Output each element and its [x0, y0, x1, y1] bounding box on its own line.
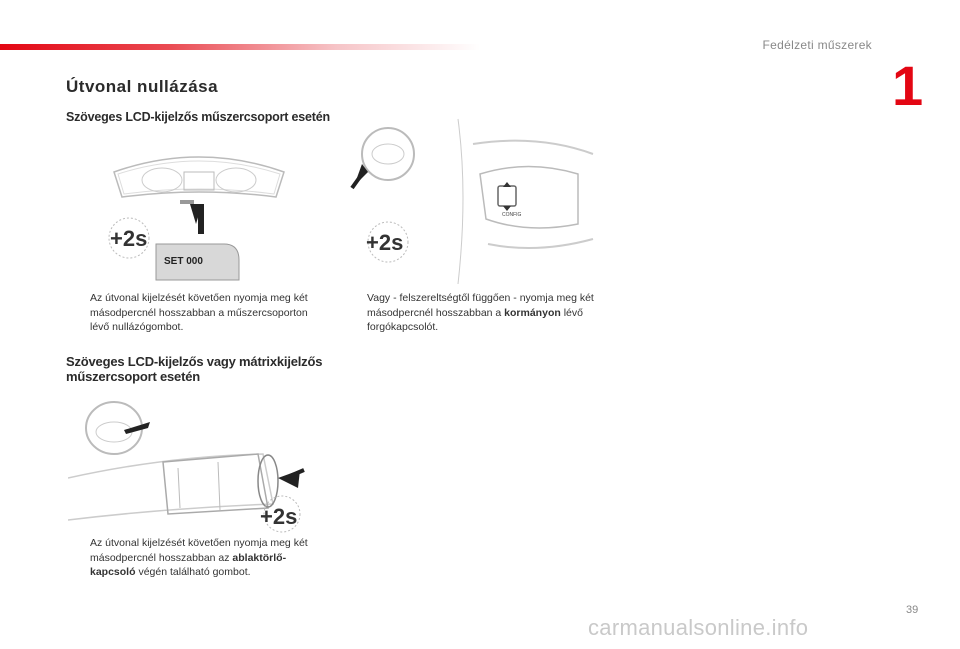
hold-duration-label: +2s — [366, 230, 404, 255]
section1-item2 — [343, 291, 603, 335]
section2-item1-text-before: Az útvonal kijelzését követően nyomja meg két másodpercnél hosszabban az — [90, 537, 308, 564]
page-title: Útvonal nullázása — [66, 77, 219, 96]
section1-item1 — [66, 291, 326, 335]
instrument-cluster-illustration — [104, 142, 294, 284]
watermark: carmanualsonline.info — [588, 615, 809, 640]
section2-item1-bold: ablaktörlő-kapcsoló — [90, 551, 287, 578]
section2-item1 — [66, 536, 326, 580]
wiper-stalk-illustration — [68, 396, 308, 534]
section1-item1-text: Az útvonal kijelzését követően nyomja meg két másodpercnél hosszabban a műszercsoporton lévő nullázógombot. — [90, 292, 308, 333]
section1-item2-text-before: Vagy - felszereltségtől függően - nyomja meg két másodpercnél hosszabban a — [367, 292, 594, 319]
page-number: 39 — [906, 604, 919, 616]
hold-duration-label: +2s — [260, 504, 298, 529]
section1-item2-text-after: lévő forgókapcsolót. — [367, 306, 583, 333]
hold-duration-label: +2s — [110, 226, 148, 251]
chapter-title: Fedélzeti műszerek — [762, 38, 872, 52]
section1-item2-bold: kormányon — [504, 306, 561, 319]
set-button-label: SET 000 — [164, 256, 203, 267]
section2-heading: Szöveges LCD-kijelzős vagy mátrixkijelzős műszercsoport esetén — [66, 354, 323, 384]
section2-item1-text-after: végén található gombot. — [135, 566, 251, 578]
chapter-number: 1 — [892, 54, 924, 117]
header-accent-bar — [0, 44, 480, 50]
config-label: CONFIG — [502, 212, 522, 218]
steering-wheel-illustration — [348, 114, 598, 284]
section1-heading: Szöveges LCD-kijelzős műszercsoport esetén — [66, 110, 330, 124]
